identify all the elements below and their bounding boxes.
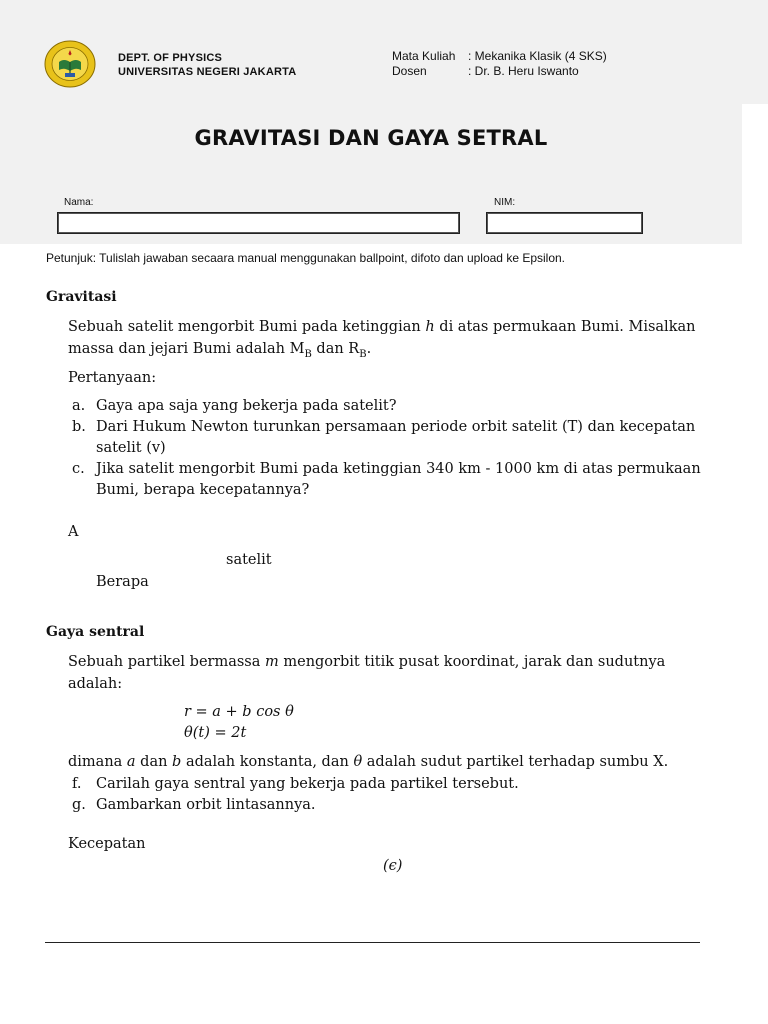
lecturer-label: Dosen bbox=[392, 64, 427, 78]
fragment-kecepatan: Kecepatan bbox=[68, 836, 146, 852]
fragment-a: A bbox=[68, 524, 79, 540]
sentral-question-list bbox=[68, 774, 708, 816]
nim-field[interactable] bbox=[486, 212, 643, 234]
equation-theta: θ(t) = 2t bbox=[184, 725, 247, 741]
fragment-epsilon: (ϵ) bbox=[383, 858, 403, 874]
dept-line-1: DEPT. OF PHYSICS bbox=[118, 52, 223, 64]
header-band-step bbox=[736, 104, 742, 244]
gravitasi-question-list bbox=[68, 396, 708, 501]
equation-r: r = a + b cos θ bbox=[184, 704, 294, 720]
list-item: a. Gaya apa saja yang bekerja pada satelit? bbox=[72, 398, 397, 414]
instructions: Petunjuk: Tulislah jawaban secaara manual menggunakan ballpoint, difoto dan upload ke Epsilon. bbox=[46, 251, 566, 265]
header-band-extension bbox=[742, 0, 768, 104]
section-heading-gravitasi: Gravitasi bbox=[46, 289, 117, 305]
gravitasi-intro: Sebuah satelit mengorbit Bumi pada ketinggian h di atas permukaan Bumi. Misalkan massa dan jejari Bumi adalah $M_B$ dan $R_B$. bbox=[68, 319, 696, 360]
fragment-berapa: Berapa bbox=[96, 574, 149, 590]
name-label: Nama: bbox=[64, 197, 94, 208]
bottom-divider bbox=[45, 942, 700, 943]
university-emblem-icon bbox=[44, 40, 96, 88]
fragment-satelit: satelit bbox=[226, 552, 272, 568]
course-value: : Mekanika Klasik (4 SKS) bbox=[468, 49, 607, 63]
name-field[interactable] bbox=[57, 212, 460, 234]
list-item: g. Gambarkan orbit lintasannya. bbox=[72, 797, 316, 813]
lecturer-value: : Dr. B. Heru Iswanto bbox=[468, 64, 579, 78]
question-label: Pertanyaan: bbox=[68, 370, 157, 386]
department-block bbox=[118, 51, 296, 79]
nim-label: NIM: bbox=[494, 197, 516, 208]
list-item: b. Dari Hukum Newton turunkan persamaan periode orbit satelit (T) dan kecepatan satelit (v) bbox=[72, 419, 696, 456]
sentral-where: dimana a dan b adalah konstanta, dan θ adalah sudut partikel terhadap sumbu X. bbox=[68, 754, 669, 770]
course-label: Mata Kuliah bbox=[392, 49, 456, 63]
dept-line-2: UNIVERSITAS NEGERI JAKARTA bbox=[118, 66, 297, 78]
page-title: GRAVITASI DAN GAYA SETRAL bbox=[194, 126, 548, 150]
list-item: f. Carilah gaya sentral yang bekerja pada partikel tersebut. bbox=[72, 776, 519, 792]
section-heading-gaya-sentral: Gaya sentral bbox=[46, 624, 145, 640]
course-info bbox=[392, 49, 607, 79]
sentral-intro: Sebuah partikel bermassa m mengorbit titik pusat koordinat, jarak dan sudutnya adalah: bbox=[68, 654, 666, 692]
header-band bbox=[0, 0, 742, 244]
list-item: c. Jika satelit mengorbit Bumi pada ketinggian 340 km - 1000 km di atas permukaan Bumi, berapa kecepatannya? bbox=[72, 461, 701, 498]
